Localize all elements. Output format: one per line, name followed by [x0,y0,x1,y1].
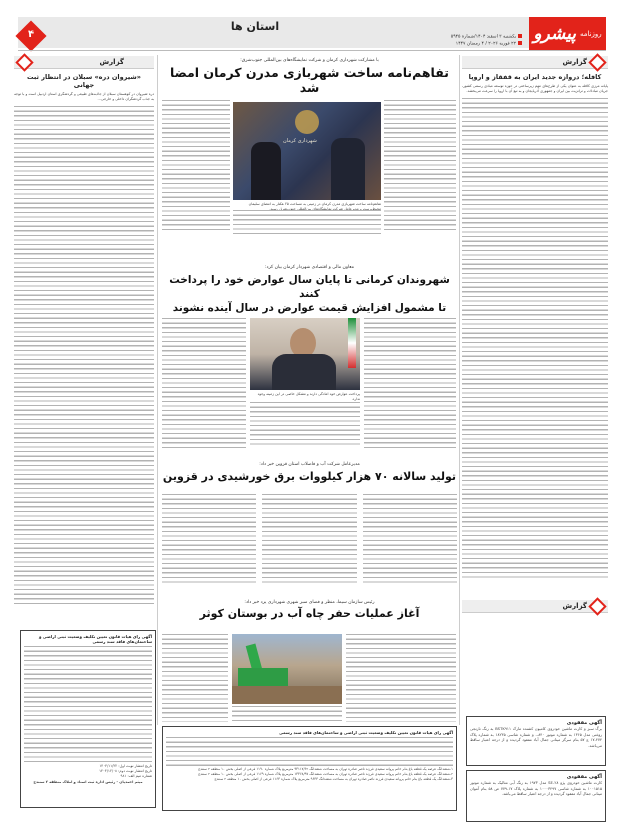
logo-main: پیشرو [533,23,576,44]
article-body-text [162,100,230,230]
ad-title: آگهی رای هیات قانون تعیین تکلیف وضعیت ثبتی اراضی و ساختمان‌های فاقد سند رسمی [279,730,453,735]
story-headline-line-1: شهروندان کرمانی تا پایان سال عوارض خود را پرداخت کنند [169,274,450,300]
article-body-text [162,494,256,584]
drill-truck [238,668,288,686]
bottom-legal-notice-ad [162,726,457,811]
article-title: کافله؛ دروازه جدید ایران به قفقاز و اروپا [468,73,602,81]
story-headline: تفاهم‌نامه ساخت شهربازی مدرن کرمان امضا شد [170,65,449,95]
article-body-text [162,634,228,722]
newspaper-logo [529,17,606,50]
main-story [162,58,457,95]
report-label: گزارش [562,58,587,66]
article-body-text [364,318,456,448]
ad-body-text [166,737,453,767]
article-title: «شیروان دره» سبلان در انتظار ثبت جهانی [27,73,141,89]
story-kicker: معاون مالی و اقتصادی شهردار کرمان بیان کرد: [265,265,354,270]
photo-caption: تفاهم‌نامه ساخت شهربازی مدرن کرمان در زمینی به مساحت ۲۵ هکتار به امضای سلیمان محیط‌پرست و مدیرعامل شرکت نمایشگاه‌های بین‌المللی جنوب‌شرق رسید. [248,202,381,210]
ad-body: برگ سبز و کارت ماشین خودروی کامیون کشنده مارک BSTK۹۱۱ به رنگ نارنجی روغنی مدل ۱۳۶۵ به شماره موتور ۸۴۰-- و شماره شاسی ۱۸۲۳۵ به شماره پلاک ۴۷۴-۱۷ ع ۵۷ بنام سرگز مینانی جمال آباد مفقود گردیده و از درجه اعتبار ساقط می‌باشد. [470,726,602,748]
main-story-col1 [384,100,456,230]
person-right [331,138,365,200]
photo-caption: پرداخت عوارض خود آمادگی دارند و مشکل خاصی در این زمینه وجود ندارد. [257,392,360,401]
right-column-report [462,56,608,578]
article-body-text [232,706,342,722]
report-diamond-icon [15,53,33,71]
main-story-col3 [162,100,230,230]
story-kicker: با مشارکت شهرداری کرمان و شرکت نمایشگاه‌های بین‌المللی جنوب‌شرق: [240,58,379,63]
story-headline: آغاز عملیات حفر چاه آب در بوستان کوثر [199,607,420,620]
second-story-under-photo [250,392,360,447]
photo-sign-text: شهرداری کرمان [283,138,317,144]
signing-ceremony-photo [233,102,381,200]
story-headline-line-2: تا مشمول افزایش قیمت عوارض در سال آینده نشوند [172,302,447,314]
ad-item: ۱-ششدانگ عرصه یک قطعه باغ بنام خانم پروانه سفیدی فرزند ناصر صادره تهران به مساحت ششدانگ ۹۳۱۱۷/۶۲ مترمربع پلاک شماره ۱۱۹۰ فرعی از اصلی بخش ۱۰ منطقه ۲ سنندج [198,767,453,771]
bullet-square-icon [518,34,522,38]
page-number: ۴ [27,29,35,40]
article-body-text [363,494,457,584]
header-divider [18,50,606,51]
report-header [462,56,608,69]
section-title: استان ها [230,20,280,33]
ad-item: ۲-ششدانگ عرصه یک قطعه باغ بنام خانم پروانه سفیدی فرزند ناصر صادره تهران به مساحت ششدانگ ۱۳۳۶۸/۹۷ مترمربع پلاک شماره ۱۱۶۹ فرعی از اصلی بخش ۱۰ منطقه ۲ سنندج [198,772,453,776]
right-column-report-2 [462,600,608,617]
fourth-story-col1 [346,634,456,722]
article-body-text [250,402,360,447]
article-body-text [14,106,154,606]
article-body-text [384,100,456,230]
ad-date-2: تاریخ انتشار نوبت دوم: ۱۴۰۴/۱۲/۰۸ [99,769,152,774]
fourth-story [162,600,457,620]
article-body-text [346,634,456,722]
second-story [162,265,457,315]
third-story [162,462,457,483]
trench [232,686,342,704]
main-story-under-photo [233,202,381,235]
article-body-text [162,318,246,448]
report-label: گزارش [99,58,124,66]
report-diamond-icon [588,597,606,615]
third-story-body [162,494,457,584]
article-lead: پایانه مرزی کافله به عنوان یکی از طرح‌های مهم زیرساختی در حوزه توسعه مبادی رسمی کشور، جریان مبادلات و ترانزیت بین ایران و جمهوری آذربایجان و به تبع آن با اروپا را سرعت می‌بخشد. [462,84,608,94]
story-headline: تولید سالانه ۷۰ هزار کیلووات برق خورشیدی در قزوین [162,470,457,483]
report-label: گزارش [562,602,587,610]
fourth-story-col3 [162,634,228,722]
ad-number: شماره میم الف: ۹۸۱ [120,774,152,779]
ad-title: آگهی مفقودی [566,720,602,726]
fourth-story-under-photo [232,706,342,722]
person-left [251,142,281,200]
ad-body-text [24,646,152,764]
second-story-col1 [364,318,456,448]
article-body-text [462,98,608,578]
person-body [272,354,336,390]
ad-item: ۳-ششدانگ یک قطعه باغ بنام خانم پروانه سفیدی فرزند ناصر صادره تهران به مساحت ششدانگ ۹۶۳۳ مترمربع پلاک شماره ۱۱۶۳ فرعی از اصلی بخش ۱۰ منطقه ۲ سنندج [214,777,453,781]
article-body-text [233,210,381,235]
legal-notice-ad [20,630,156,808]
column-divider [157,55,158,725]
ad-title: آگهی رای هیات قانون تعیین تکلیف وضعیت ثبتی اراضی و ساختمان‌های فاقد سند رسمی [39,634,152,644]
article-lead: دره شیروان در کوهستان سبلان از جاذبه‌های طبیعی و گردشگری استان اردبیل است و با توجه به جذب گردشگران داخلی و خارجی... [14,92,154,102]
dateline: یکشنبه ۳ اسفند ۱۴۰۴/شماره ۵۹۴۵ ۲۲ فوریه ۲۰۲۶ / ۴ رمضان ۱۴۴۷ [451,34,522,47]
report-header [462,600,608,613]
ad-body: کارت ماشین خودروی پژو SE-۲۸ مدل ۱۹۷۳ به رنگ آبی متالیک به شماره موتور ۱۰۰۱۵۱۵ به شماره شاسی ۱۰۰۰۳۴۹۷ به شماره پلاک ۱۷-۷۷۹ ص ۵۸ بنام آنتوان مینانی جمال آباد مفقود گردیده و از درجه اعتبار ساقط می‌باشد. [470,780,603,797]
ad-title: آگهی مفقودی [566,774,602,780]
story-kicker: رئیس سازمان سیما، منظر و فضای سبز شهری شهرداری یزد خبر داد: [244,600,375,605]
article-body-text [262,494,356,584]
official-portrait-photo [250,318,360,390]
drilling-rig-photo [232,634,342,704]
bullet-square-icon [518,41,522,45]
lost-document-ad-1 [466,716,606,766]
column-divider [459,55,460,725]
second-story-col3 [162,318,246,448]
lost-document-ad-2 [466,770,606,822]
report-diamond-icon [588,53,606,71]
logo-prefix: روزنامه [579,29,602,38]
ad-signature: میثم احمدیان - رئیس اداره ثبت اسناد و املاک منطقه ۲ سنندج [33,779,143,784]
left-column-report [14,56,154,606]
ad-date-1: تاریخ انتشار نوبت اول: ۱۴۰۴/۱۱/۲۲ [99,764,152,768]
story-kicker: مدیرعامل شرکت آب و فاضلاب استان قزوین خبر داد: [259,462,360,467]
emblem-icon [295,110,319,134]
report-header [14,56,154,69]
flag [348,318,356,368]
